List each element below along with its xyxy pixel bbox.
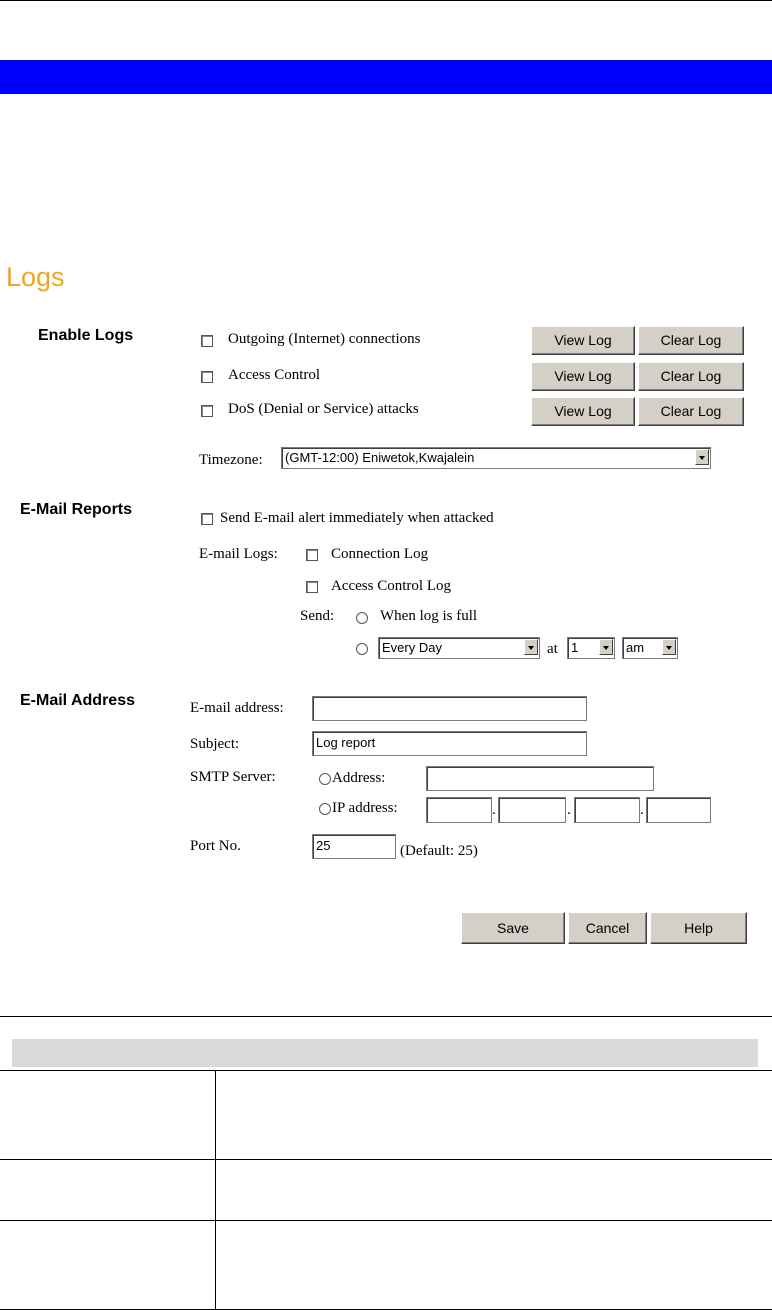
- ip-octet-4-input[interactable]: [646, 797, 711, 823]
- smtp-ip-radio[interactable]: [319, 803, 331, 815]
- chevron-down-icon: [524, 639, 538, 655]
- frequency-value: Every Day: [382, 640, 442, 655]
- ampm-value: am: [626, 640, 645, 655]
- send-label: Send:: [300, 608, 335, 624]
- connection-log-checkbox[interactable]: [306, 549, 318, 561]
- access-control-label: Access Control: [228, 367, 321, 383]
- ip-octet-2-input[interactable]: [498, 797, 566, 823]
- subject-input[interactable]: Log report: [312, 731, 587, 756]
- timezone-value: (GMT-12:00) Eniwetok,Kwajalein: [285, 450, 475, 465]
- page-title: Logs: [6, 262, 65, 292]
- help-button[interactable]: Help: [650, 912, 747, 944]
- smtp-server-label: SMTP Server:: [190, 769, 276, 785]
- port-default-label: (Default: 25): [400, 843, 478, 859]
- chevron-down-icon: [599, 639, 613, 655]
- send-schedule-radio[interactable]: [356, 643, 368, 655]
- outgoing-connections-label: Outgoing (Internet) connections: [228, 331, 421, 347]
- send-when-full-label: When log is full: [380, 608, 478, 624]
- email-address-heading: E-Mail Address: [20, 692, 135, 709]
- email-logs-label: E-mail Logs:: [199, 546, 278, 562]
- top-rule: [0, 0, 772, 1]
- email-reports-heading: E-Mail Reports: [20, 501, 133, 518]
- table-row: [0, 1070, 772, 1160]
- chevron-down-icon: [695, 449, 709, 465]
- clear-log-outgoing-button[interactable]: Clear Log: [638, 326, 744, 355]
- ip-separator: .: [492, 802, 496, 818]
- table-column-divider: [215, 1070, 216, 1310]
- access-control-log-checkbox[interactable]: [306, 581, 318, 593]
- ip-separator: .: [567, 802, 571, 818]
- timezone-label: Timezone:: [199, 452, 263, 468]
- at-label: at: [547, 641, 558, 657]
- port-input[interactable]: 25: [312, 834, 396, 859]
- email-address-input[interactable]: [312, 696, 587, 721]
- hour-select[interactable]: [567, 637, 615, 659]
- enable-logs-heading: Enable Logs: [38, 327, 134, 344]
- ip-octet-1-input[interactable]: [426, 797, 492, 823]
- hour-value: 1: [571, 640, 579, 655]
- view-log-dos-button[interactable]: View Log: [531, 397, 635, 426]
- view-log-access-button[interactable]: View Log: [531, 362, 635, 391]
- frequency-select[interactable]: [378, 637, 540, 659]
- smtp-ip-label: IP address:: [332, 800, 398, 816]
- subject-label: Subject:: [190, 736, 240, 752]
- clear-log-access-button[interactable]: Clear Log: [638, 362, 744, 391]
- clear-log-dos-button[interactable]: Clear Log: [638, 397, 744, 426]
- smtp-address-radio[interactable]: [319, 773, 331, 785]
- connection-log-label: Connection Log: [331, 546, 429, 562]
- save-button[interactable]: Save: [461, 912, 565, 944]
- table-header-cell: [12, 1039, 758, 1067]
- cancel-button[interactable]: Cancel: [568, 912, 647, 944]
- smtp-address-label: Address:: [332, 770, 386, 786]
- send-alert-checkbox[interactable]: [201, 513, 213, 525]
- dos-attacks-checkbox[interactable]: [201, 405, 213, 417]
- dos-attacks-label: DoS (Denial or Service) attacks: [228, 401, 419, 417]
- view-log-outgoing-button[interactable]: View Log: [531, 326, 635, 355]
- chevron-down-icon: [662, 639, 676, 655]
- access-control-log-label: Access Control Log: [331, 578, 451, 594]
- outgoing-connections-checkbox[interactable]: [201, 335, 213, 347]
- ip-separator: .: [640, 802, 644, 818]
- table-row: [0, 1159, 772, 1221]
- access-control-checkbox[interactable]: [201, 371, 213, 383]
- email-address-label: E-mail address:: [190, 700, 284, 716]
- port-label: Port No.: [190, 838, 241, 854]
- table-row: [0, 1220, 772, 1310]
- send-when-full-radio[interactable]: [356, 612, 368, 624]
- ampm-select[interactable]: [622, 637, 678, 659]
- smtp-address-input[interactable]: [426, 766, 654, 791]
- send-alert-label: Send E-mail alert immediately when attacked: [220, 510, 494, 526]
- header-bar: [0, 60, 772, 94]
- table-header-row: [0, 1016, 772, 1071]
- ip-octet-3-input[interactable]: [574, 797, 640, 823]
- timezone-select[interactable]: [281, 447, 711, 469]
